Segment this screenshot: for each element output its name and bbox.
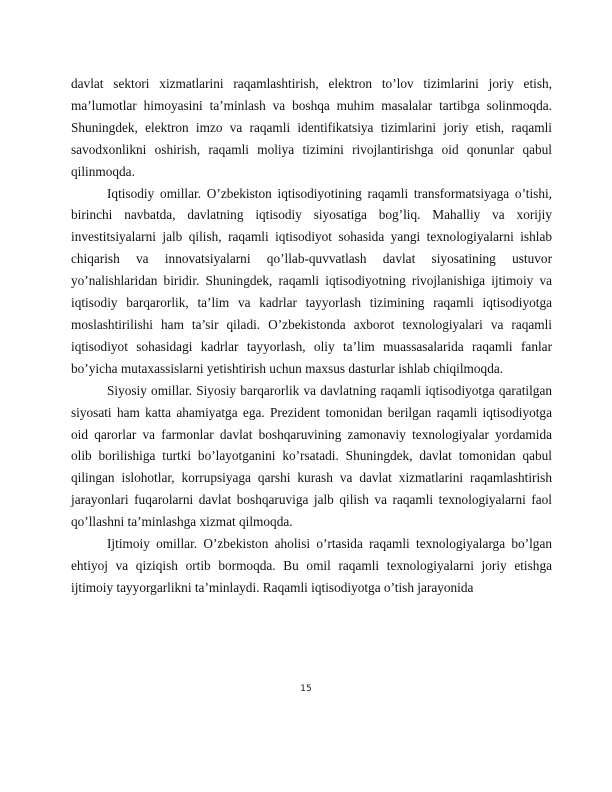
paragraph-political-factors: Siyosiy omillar. Siyosiy barqarorlik va davlatning raqamli iqtisodiyotga qaratilgan siyosati ham katta ahamiyatga ega. Prezident tomonidan berilgan raqamli iqtisodiyotga oid qarorlar va farmonlar davlat boshqaruvining zamonaviy texnologiyalar yordamida olib borilishiga turtki bo’layotganini ko’rsatadi. Shuningdek, davlat tomonidan qabul qilingan islohotlar, korrupsiyaga qarshi kurash va davlat xizmatlarini raqamlashtirish jarayonlari fuqarolarni davlat boshqaruviga jalb qilish va raqamli texnologiyalarni faol qo’llashni ta’minlashga xizmat qilmoqda. [71, 382, 552, 530]
paragraph-continuation: davlat sektori xizmatlarini raqamlashtirish, elektron to’lov tizimlarini joriy etish, ma’lumotlar himoyasini ta’minlash va boshqa muhim masalalar tartibga solinmoqda. Shuningdek, elektron imzo va raqamli identifikatsiya tizimlarini joriy etish, raqamli savodxonlikni oshirish, raqamli moliya tizimini rivojlantirishga oid qonunlar qabul qilinmoqda. [71, 76, 552, 179]
paragraph-social-factors: Ijtimoiy omillar. O’zbekiston aholisi o’rtasida raqamli texnologiyalarga bo’lgan ehtiyoj va qiziqish ortib bormoqda. Bu omil raqamli texnologiyalarni joriy etishga ijtimoiy tayyorgarlikni ta’minlaydi. Raqamli iqtisodiyotga o’tish jarayonida [71, 536, 552, 595]
page-number: 15 [300, 684, 312, 694]
paragraph-economic-factors: Iqtisodiy omillar. O’zbekiston iqtisodiyotining raqamli transformatsiyaga o’tishi, birinchi navbatda, davlatning iqtisodiy siyosatiga bog’liq. Mahalliy va xorijiy investitsiyalarni jalb qilish, raqamli iqtisodiyot sohasida yangi texnologiyalarni ishlab chiqarish va innovatsiyalarni qo’llab-quvvatlash davlat siyosatining ustuvor yo’nalishlaridan biridir. Shuningdek, raqamli iqtisodiyotning rivojlanishiga ijtimoiy va iqtisodiy barqarorlik, ta’lim va kadrlar tayyorlash tizimining raqamli iqtisodiyotga moslashtirilishi ham ta’sir qiladi. O’zbekistonda axborot texnologiyalari va raqamli iqtisodiyot sohasidagi kadrlar tayyorlash, oliy ta’lim muassasalarida raqamli fanlar bo’yicha mutaxassislarni yetishtirish uchun maxsus dasturlar ishlab chiqilmoqda. [71, 185, 552, 376]
body-text [71, 73, 552, 599]
